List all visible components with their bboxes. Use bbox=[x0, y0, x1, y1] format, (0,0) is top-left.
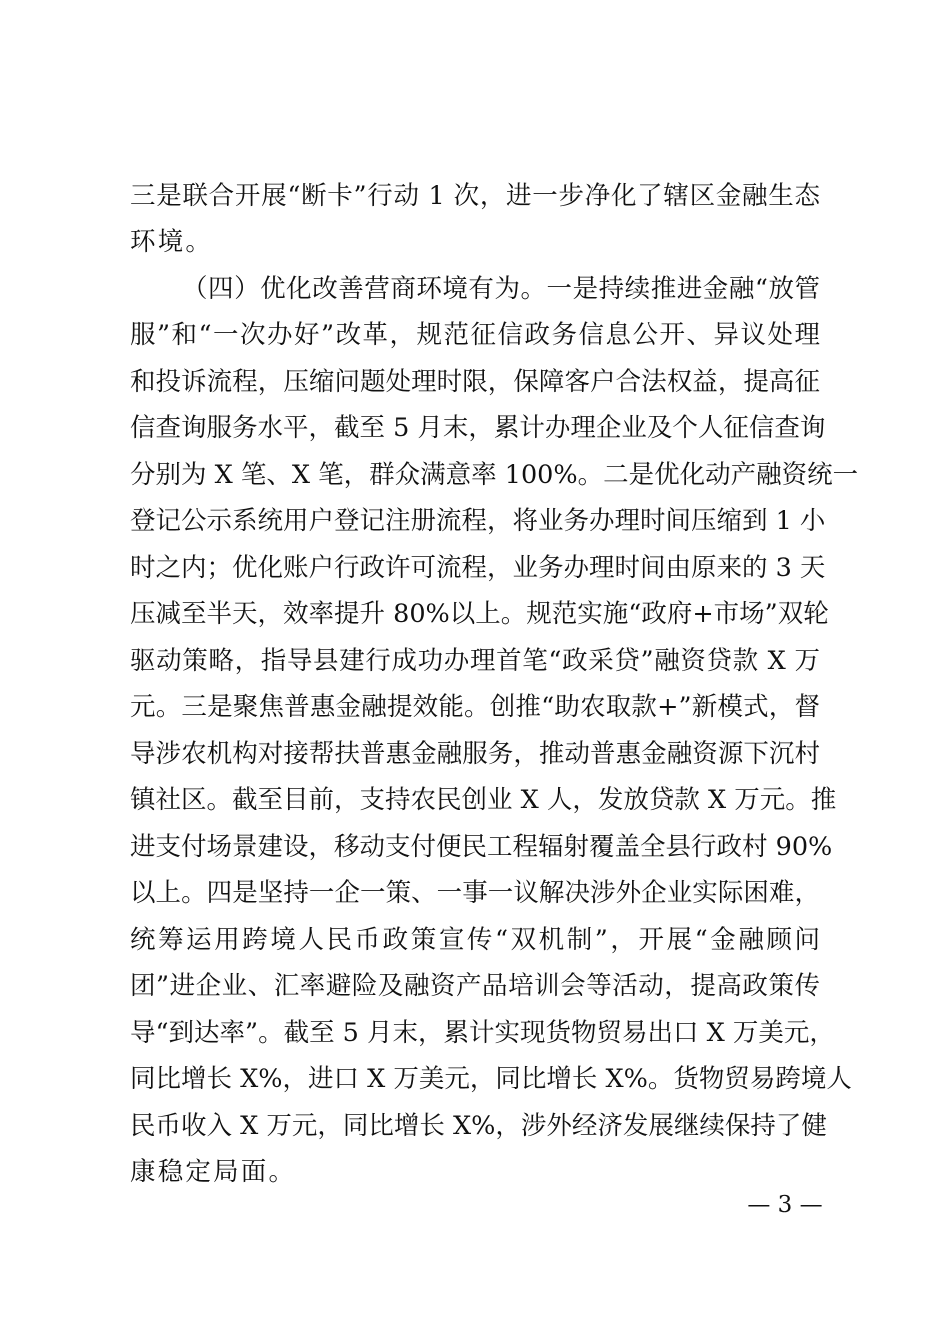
body-line-9: 时之内；优化账户行政许可流程，业务办理时间由原来的 3 天 bbox=[130, 553, 826, 583]
body-line-3: （四）优化改善营商环境有为。一是持续推进金融“放管 bbox=[182, 274, 820, 304]
body-line-17: 统筹运用跨境人民币政策宣传“双机制”，开展“金融顾问 bbox=[130, 925, 820, 955]
body-line-22: 康稳定局面。 bbox=[130, 1157, 297, 1187]
body-line-20: 同比增长 X%，进口 X 万美元，同比增长 X%。货物贸易跨境人 bbox=[130, 1064, 852, 1094]
body-line-5: 和投诉流程，压缩问题处理时限，保障客户合法权益，提高征 bbox=[130, 367, 820, 397]
body-line-18: 团”进企业、汇率避险及融资产品培训会等活动，提高政策传 bbox=[130, 971, 820, 1001]
body-line-4: 服”和“一次办好”改革，规范征信政务信息公开、异议处理 bbox=[130, 320, 820, 350]
body-line-16: 以上。四是坚持一企一策、一事一议解决涉外企业实际困难， bbox=[130, 878, 820, 908]
body-line-6: 信查询服务水平，截至 5 月末，累计办理企业及个人征信查询 bbox=[130, 413, 826, 443]
body-line-14: 镇社区。截至目前，支持农民创业 X 人，发放贷款 X 万元。推 bbox=[130, 785, 837, 815]
body-line-13: 导涉农机构对接帮扶普惠金融服务，推动普惠金融资源下沉村 bbox=[130, 739, 820, 769]
body-line-1: 三是联合开展“断卡”行动 1 次，进一步净化了辖区金融生态 bbox=[130, 181, 820, 211]
body-line-10: 压减至半天，效率提升 80%以上。规范实施“政府+市场”双轮 bbox=[130, 599, 829, 629]
body-line-2: 环境。 bbox=[130, 227, 214, 257]
body-line-15: 进支付场景建设，移动支付便民工程辐射覆盖全县行政村 90% bbox=[130, 832, 833, 862]
body-line-8: 登记公示系统用户登记注册流程，将业务办理时间压缩到 1 小 bbox=[130, 506, 826, 536]
body-line-12: 元。三是聚焦普惠金融提效能。创推“助农取款+”新模式，督 bbox=[130, 692, 820, 722]
body-line-11: 驱动策略，指导县建行成功办理首笔“政采贷”融资贷款 X 万 bbox=[130, 646, 820, 676]
body-line-19: 导“到达率”。截至 5 月末，累计实现货物贸易出口 X 万美元， bbox=[130, 1018, 835, 1048]
body-line-21: 民币收入 X 万元，同比增长 X%，涉外经济发展继续保持了健 bbox=[130, 1111, 827, 1141]
body-line-7: 分别为 X 笔、X 笔，群众满意率 100%。二是优化动产融资统一 bbox=[130, 460, 859, 490]
page-number: — 3 — bbox=[747, 1192, 823, 1218]
